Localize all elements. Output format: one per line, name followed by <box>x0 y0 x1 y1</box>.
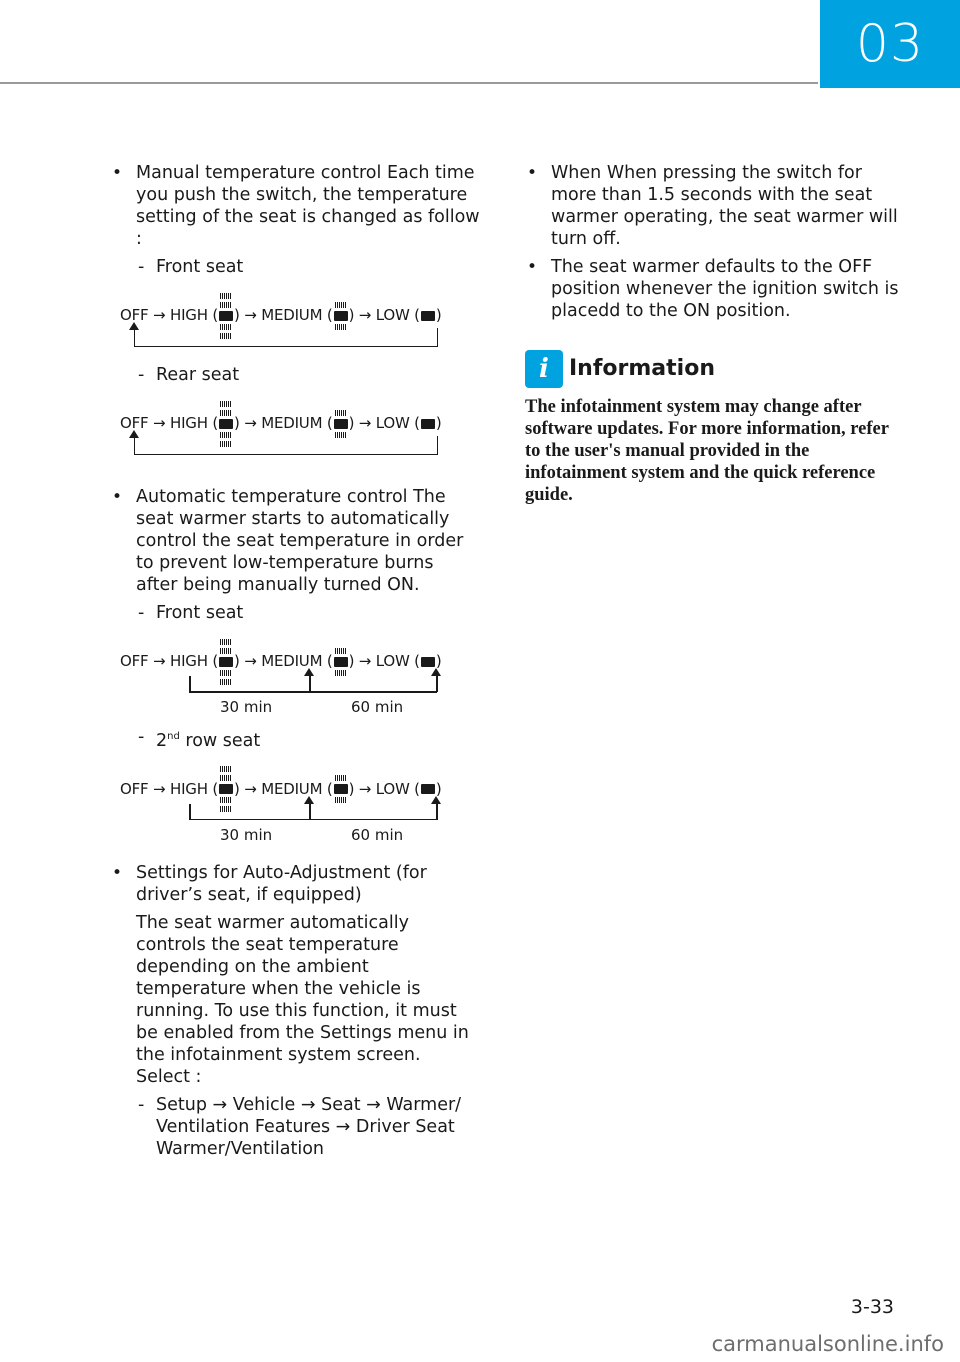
information-title: Information <box>569 356 715 381</box>
arrow-icon: → <box>153 779 166 798</box>
arrow-icon: → <box>358 652 372 670</box>
heater-low-icon <box>421 784 435 794</box>
timeline-line <box>189 819 437 821</box>
medium-label: MEDIUM ( <box>261 779 333 798</box>
information-header <box>525 350 905 388</box>
heater-medium-icon <box>334 657 348 667</box>
watermark: carmanualsonline.info <box>711 1332 944 1356</box>
time-60-label: 60 min <box>351 698 404 716</box>
arrow-icon: → <box>358 306 372 324</box>
information-body: The infotainment system may change after software updates. For more information, refer to the user's manual provided in the infotainment system and the quick reference guide. <box>525 397 889 505</box>
arrow-icon: → <box>244 652 257 670</box>
timeline-line <box>189 691 437 693</box>
high-label: HIGH ( <box>170 414 219 432</box>
information-icon: i <box>525 350 563 388</box>
arrow-up-icon <box>431 796 441 804</box>
default-off-bullet <box>525 256 905 322</box>
sequence-row: OFF → HIGH ( ) → MEDIUM ( ) → LOW ( ) <box>120 778 442 800</box>
arrow-icon: → <box>153 306 166 324</box>
high-label: HIGH ( <box>170 652 219 670</box>
low-label: LOW ( <box>375 779 420 798</box>
heater-medium-icon <box>334 311 348 321</box>
chapter-tab: 03 <box>820 0 960 88</box>
automatic-control-bullet <box>110 486 480 596</box>
arrow-up-icon <box>129 322 139 330</box>
automatic-control-text: • Automatic temperature control The seat warmer starts to automatically control the seat temperature in order to prevent low-temperature burns after being manually turned ON. <box>136 487 464 595</box>
arrow-icon: → <box>244 779 257 798</box>
cycle-loop-line <box>134 436 438 455</box>
arrow-icon: → <box>244 306 257 324</box>
left-column <box>110 162 480 1160</box>
off-label: OFF <box>120 652 149 670</box>
sequence-row: OFF → HIGH ( ) → MEDIUM ( ) → LOW ( ) <box>120 650 442 672</box>
heater-high-icon <box>219 657 233 667</box>
heater-low-icon <box>421 419 435 429</box>
low-label: LOW ( <box>375 306 420 324</box>
high-label: HIGH ( <box>170 306 219 324</box>
time-30-label: 30 min <box>220 825 273 844</box>
arrow-icon: → <box>358 779 372 798</box>
sequence-row: OFF → HIGH ( ) → MEDIUM ( ) → LOW ( ) <box>120 304 442 326</box>
manual-rear-diagram <box>110 390 480 466</box>
auto-front-seat-label: - Front seat <box>110 602 480 624</box>
manual-front-diagram <box>110 282 480 358</box>
off-label: OFF <box>120 414 149 432</box>
heater-medium-icon <box>334 419 348 429</box>
medium-label: MEDIUM ( <box>261 306 333 324</box>
settings-path: - Setup → Vehicle → Seat → Warmer/ Ventilation Features → Driver Seat Warmer/Ventilation <box>110 1094 480 1160</box>
heater-high-icon <box>219 311 233 321</box>
medium-label: MEDIUM ( <box>261 414 333 432</box>
medium-label: MEDIUM ( <box>261 652 333 670</box>
off-label: OFF <box>120 779 149 798</box>
heater-high-icon <box>219 784 233 794</box>
settings-paragraph: The seat warmer automatically controls the seat temperature depending on the ambient temperature when the vehicle is running. To use this function, it must be enabled from the Settings menu in the infotainment system screen. Select : <box>136 912 469 1087</box>
heater-medium-icon <box>334 784 348 794</box>
arrow-up-icon <box>431 668 441 676</box>
page-number: 3-33 <box>850 1296 894 1318</box>
switch-hold-text: • When When pressing the switch for more than 1.5 seconds with the seat warmer operating, the seat warmer will turn off. <box>551 163 898 249</box>
high-label: HIGH ( <box>170 779 219 798</box>
arrow-up-icon <box>129 430 139 438</box>
arrow-icon: → <box>358 414 372 432</box>
arrow-up-icon <box>304 796 314 804</box>
manual-control-text: • Manual temperature control Each time you push the switch, the temperature setting of the seat is changed as follow : <box>136 163 480 249</box>
sequence-row: OFF → HIGH ( ) → MEDIUM ( ) → LOW ( ) <box>120 412 442 434</box>
heater-low-icon <box>421 311 435 321</box>
time-60-label: 60 min <box>351 825 404 844</box>
settings-text: • Settings for Auto-Adjustment (for driver’s seat, if equipped) <box>136 862 427 905</box>
arrow-icon: → <box>153 414 166 432</box>
default-off-text: • The seat warmer defaults to the OFF position whenever the ignition switch is placedd to the ON position. <box>551 257 899 321</box>
time-30-label: 30 min <box>220 698 273 716</box>
front-seat-label: - Front seat <box>110 256 480 278</box>
auto-second-row-diagram <box>110 756 480 848</box>
header-rule <box>0 82 818 84</box>
heater-low-icon <box>421 657 435 667</box>
auto-front-diagram <box>110 628 480 720</box>
cycle-loop-line <box>134 328 438 347</box>
rear-seat-label: - Rear seat <box>110 364 480 386</box>
low-label: LOW ( <box>375 652 420 670</box>
low-label: LOW ( <box>375 414 420 432</box>
heater-high-icon <box>219 419 233 429</box>
right-column <box>525 162 905 506</box>
arrow-icon: → <box>244 414 257 432</box>
manual-control-bullet <box>110 162 480 250</box>
second-row-seat-label: - 2nd row seat <box>110 726 480 752</box>
arrow-icon: → <box>153 652 166 670</box>
arrow-up-icon <box>304 668 314 676</box>
switch-hold-bullet <box>525 162 905 250</box>
settings-bullet <box>110 862 480 906</box>
off-label: OFF <box>120 306 149 324</box>
